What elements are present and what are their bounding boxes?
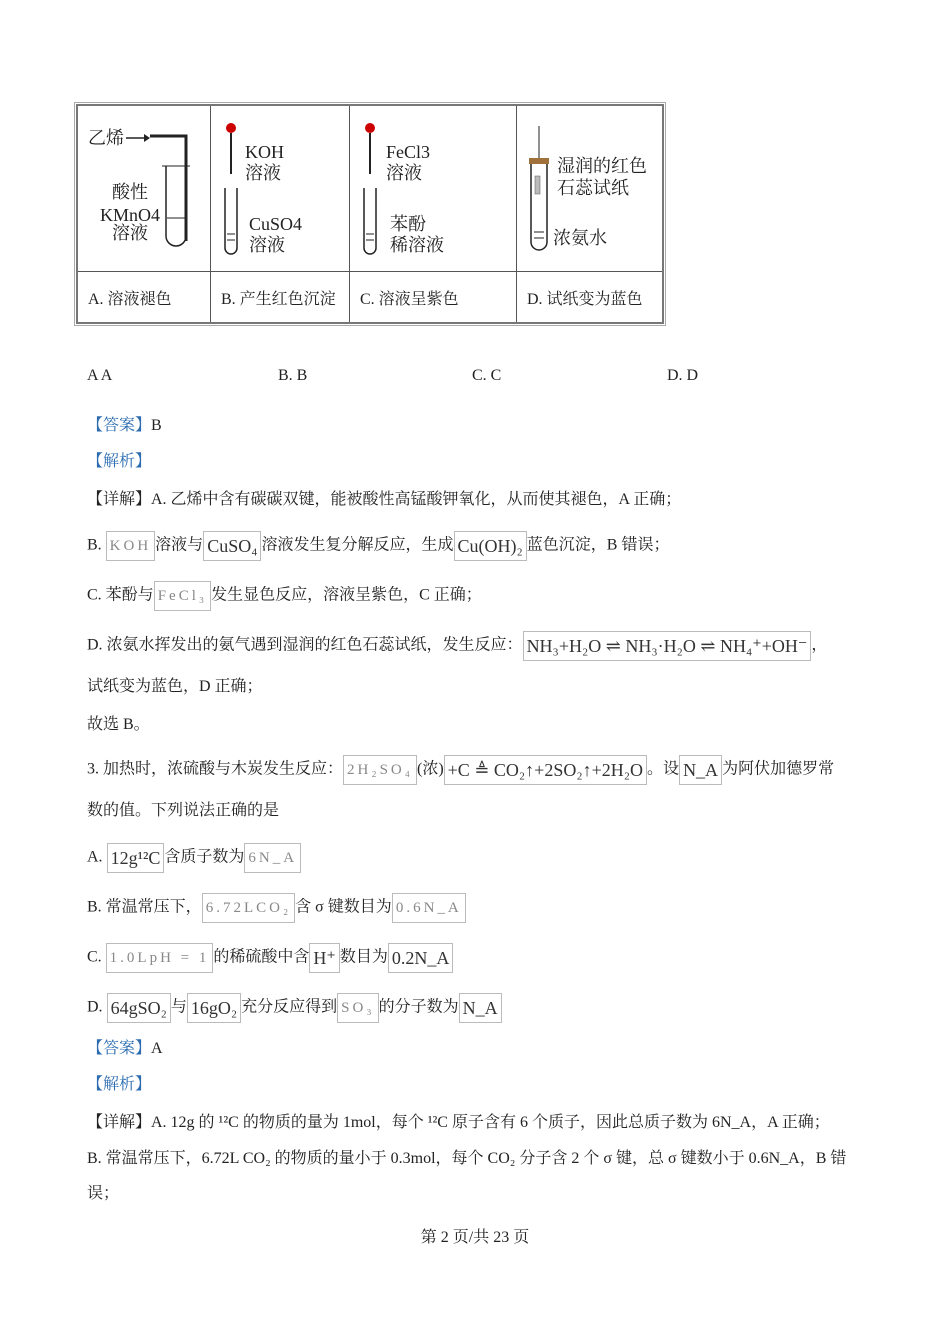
formula-fecl3: FeCl₃: [154, 581, 211, 611]
q2-detail-d-line2: 试纸变为蓝色，D 正确；: [87, 678, 263, 695]
q2-option-a[interactable]: A A: [87, 367, 113, 384]
answer-value: A: [151, 1040, 163, 1057]
q2-analysis-tag: 【解析】: [87, 453, 152, 470]
text: 含 σ 键数目为: [295, 898, 392, 916]
ammonia-litmus-diagram: [517, 106, 662, 266]
formula: 6.72LCO₂: [202, 893, 295, 923]
q2-answer: [87, 415, 162, 437]
formula: 6N_A: [244, 843, 301, 873]
q2-conclusion: 故选 B。: [87, 716, 150, 733]
q2-detail-a: 【详解】A. 乙烯中含有碳碳双键，能被酸性高锰酸钾氧化，从而使其褪色，A 正确；: [87, 491, 682, 508]
formula: H⁺: [309, 943, 340, 973]
text: 含质子数为: [164, 848, 245, 866]
text: 为阿伏加德罗常: [722, 760, 835, 778]
q2-detail-c: [87, 581, 482, 611]
formula: 64gSO₂: [107, 993, 171, 1023]
q2-option-b[interactable]: B. B: [278, 367, 308, 384]
q3-option-c[interactable]: [87, 943, 453, 973]
answer-tag: 【答案】: [87, 1040, 152, 1057]
formula-na: N_A: [679, 755, 722, 785]
q3-detail-b-line2: 误；: [87, 1185, 120, 1202]
svg-text:苯酚: 苯酚: [390, 214, 426, 234]
formula-koh: KOH: [106, 531, 156, 561]
formula-reaction: +C ≜ CO₂↑+2SO₂↑+2H₂O: [444, 755, 647, 785]
q3-detail-b: B. 常温常压下，6.72L CO₂ 的物质的量小于 0.3mol，每个 CO₂ 分子含 2 个 σ 键，总 σ 键数小于 0.6N_A，B 错: [87, 1150, 847, 1167]
svg-text:溶液: 溶液: [386, 163, 422, 183]
svg-text:石蕊试纸: 石蕊试纸: [557, 178, 629, 198]
svg-text:溶液: 溶液: [112, 223, 148, 243]
q3-stem: [87, 755, 834, 785]
svg-text:溶液: 溶液: [249, 235, 285, 255]
formula-cuoh2: Cu(OH)₂: [454, 531, 527, 561]
answer-value: B: [151, 417, 162, 434]
text: 蓝色沉淀，B 错误；: [526, 536, 670, 554]
formula-cuso4: CuSO₄: [203, 531, 261, 561]
koh-cuso4-diagram: [211, 106, 349, 266]
text: C.: [87, 948, 102, 966]
text: 与: [170, 998, 187, 1016]
caption-a: A. 溶液褪色: [77, 272, 211, 324]
formula: N_A: [459, 993, 502, 1023]
fecl3-phenol-diagram: [350, 106, 516, 266]
q2-detail-b: [87, 531, 669, 561]
formula-ammonia-equilibrium: NH₃+H₂O ⇌ NH₃·H₂O ⇌ NH₄⁺+OH⁻: [523, 631, 812, 661]
text: 。设: [647, 760, 680, 778]
text: D.: [87, 998, 103, 1016]
caption-b: B. 产生红色沉淀: [211, 272, 350, 324]
formula: 0.6N_A: [392, 893, 466, 923]
q3-option-a[interactable]: [87, 843, 301, 873]
svg-text:浓氨水: 浓氨水: [553, 228, 607, 248]
text: (浓): [416, 760, 444, 778]
svg-text:稀溶液: 稀溶液: [390, 235, 444, 255]
formula: 0.2N_A: [388, 943, 454, 973]
text: C. 苯酚与: [87, 586, 154, 604]
q2-option-d[interactable]: D. D: [667, 367, 699, 384]
text: A.: [87, 848, 103, 866]
experiment-table: [76, 104, 664, 324]
formula: 12g¹²C: [107, 843, 165, 873]
text: B.: [87, 536, 102, 554]
caption-d: D. 试纸变为蓝色: [517, 272, 664, 324]
q3-stem-line2: 数的值。下列说法正确的是: [87, 802, 280, 819]
caption-c: C. 溶液呈紫色: [350, 272, 517, 324]
text: 充分反应得到: [241, 998, 338, 1016]
q3-detail-a: 【详解】A. 12g 的 ¹²C 的物质的量为 1mol，每个 ¹²C 原子含有 6 个质子，因此总质子数为 6N_A，A 正确；: [87, 1114, 830, 1131]
svg-text:乙烯: 乙烯: [88, 128, 124, 148]
svg-text:FeCl3: FeCl3: [386, 142, 431, 162]
svg-text:湿润的红色: 湿润的红色: [557, 156, 647, 176]
svg-text:KMnO4: KMnO4: [100, 205, 161, 225]
q3-option-d[interactable]: [87, 993, 502, 1023]
formula: SO₃: [337, 993, 378, 1023]
text: D. 浓氨水挥发出的氨气遇到湿润的红色石蕊试纸，发生反应：: [87, 636, 523, 654]
q3-answer: [87, 1038, 163, 1060]
q3-option-b[interactable]: [87, 893, 466, 923]
svg-text:KOH: KOH: [245, 142, 284, 162]
text: 溶液发生复分解反应，生成: [261, 536, 454, 554]
diagram-a: [77, 105, 211, 272]
diagram-d: [517, 105, 664, 272]
diagram-b: [211, 105, 350, 272]
svg-text:溶液: 溶液: [245, 163, 281, 183]
svg-text:酸性: 酸性: [112, 182, 148, 202]
text: 3. 加热时，浓硫酸与木炭发生反应：: [87, 760, 344, 778]
formula-h2so4: 2H₂SO₄: [343, 755, 417, 785]
answer-tag: 【答案】: [87, 417, 152, 434]
text: 的分子数为: [378, 998, 459, 1016]
text: 数目为: [339, 948, 388, 966]
diagram-c: [350, 105, 517, 272]
text: 发生显色反应，溶液呈紫色，C 正确；: [211, 586, 482, 604]
q2-detail-d: [87, 631, 827, 661]
text: B. 常温常压下，: [87, 898, 202, 916]
q2-option-c[interactable]: C. C: [472, 367, 502, 384]
page-footer: 第 2 页/共 23 页: [420, 1229, 530, 1246]
formula: 16gO₂: [187, 993, 241, 1023]
formula: 1.0LpH = 1: [106, 943, 214, 973]
svg-text:CuSO4: CuSO4: [249, 214, 303, 234]
q3-analysis-tag: 【解析】: [87, 1076, 152, 1093]
text: 溶液与: [155, 536, 204, 554]
text: ，: [811, 636, 828, 654]
ethylene-kmno4-diagram: [78, 106, 210, 266]
text: 的稀硫酸中含: [213, 948, 310, 966]
